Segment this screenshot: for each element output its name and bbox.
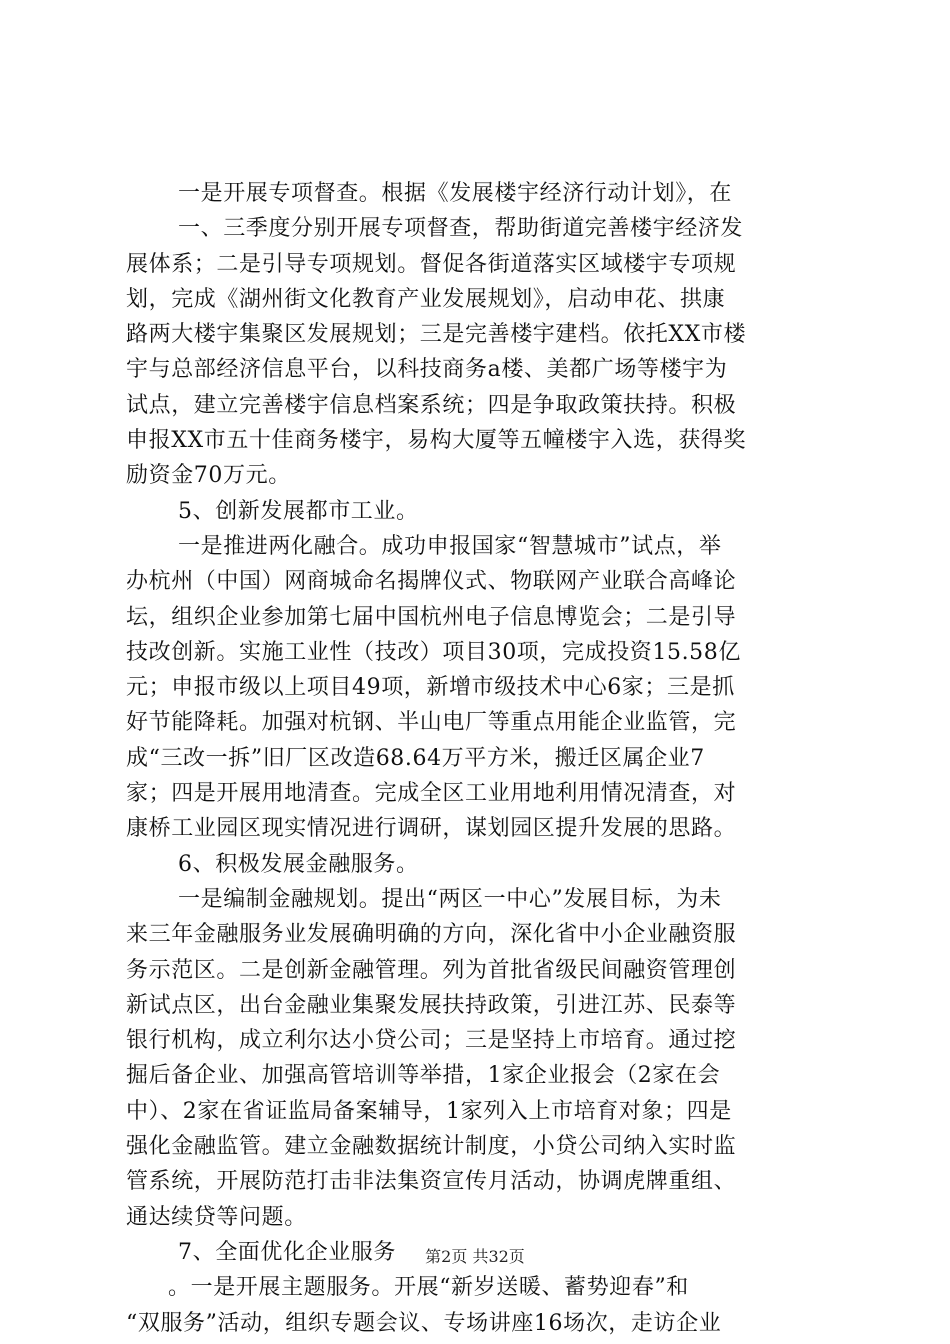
text-line: 试点，建立完善楼宇信息档案系统；四是争取政策扶持。积极 <box>126 392 737 418</box>
text-line: 励资金70万元。 <box>126 463 291 489</box>
page-number-footer: 第2页 共32页 <box>425 1247 525 1266</box>
text-line: 坛，组织企业参加第七届中国杭州电子信息博览会；二是引导 <box>126 604 737 630</box>
text-line: 一是推进两化融合。成功申报国家“智慧城市”试点，举 <box>178 533 722 559</box>
section-heading: 7、全面优化企业服务 <box>178 1239 396 1265</box>
text-line: 中）、2家在省证监局备案辅导，1家列入上市培育对象；四是 <box>126 1098 732 1124</box>
text-line: 务示范区。二是创新金融管理。列为首批省级民间融资管理创 <box>126 957 737 983</box>
text-line: 宇与总部经济信息平台，以科技商务a楼、美都广场等楼宇为 <box>126 357 728 383</box>
text-line: 新试点区，出台金融业集聚发展扶持政策，引进江苏、民泰等 <box>126 992 737 1018</box>
text-line: 通达续贷等问题。 <box>126 1204 307 1230</box>
text-line: 管系统，开展防范打击非法集资宣传月活动，协调虎牌重组、 <box>126 1169 737 1195</box>
text-line: 好节能降耗。加强对杭钢、半山电厂等重点用能企业监管，完 <box>126 710 737 736</box>
text-line: 银行机构，成立利尔达小贷公司；三是坚持上市培育。通过挖 <box>126 1028 737 1054</box>
text-line: 展体系；二是引导专项规划。督促各街道落实区域楼宇专项规 <box>126 251 737 277</box>
section-heading: 5、创新发展都市工业。 <box>178 498 419 524</box>
text-line: 家；四是开展用地清查。完成全区工业用地利用情况清查，对 <box>126 781 737 807</box>
text-line: “双服务”活动，组织专题会议、专场讲座16场次，走访企业 <box>126 1310 722 1336</box>
text-line: 来三年金融服务业发展确明确的方向，深化省中小企业融资服 <box>126 922 737 948</box>
text-line: 成“三改一拆”旧厂区改造68.64万平方米，搬迁区属企业7 <box>126 745 705 771</box>
text-line: 一是开展专项督查。根据《发展楼宇经济行动计划》，在 <box>178 181 733 206</box>
text-line: 掘后备企业、加强高管培训等举措，1家企业报会（2家在会 <box>126 1063 721 1089</box>
document-body <box>126 176 830 1341</box>
text-line: 元；申报市级以上项目49项，新增市级技术中心6家；三是抓 <box>126 675 735 701</box>
text-line: 划，完成《湖州街文化教育产业发展规划》，启动申花、拱康 <box>126 286 726 312</box>
text-line: 技改创新。实施工业性（技改）项目30项，完成投资15.58亿 <box>126 639 741 665</box>
text-line: 办杭州（中国）网商城命名揭牌仪式、物联网产业联合高峰论 <box>126 569 737 595</box>
text-line: 申报XX市五十佳商务楼宇，易构大厦等五幢楼宇入选，获得奖 <box>126 428 747 454</box>
text-line: 路两大楼宇集聚区发展规划；三是完善楼宇建档。依托XX市楼 <box>126 322 747 348</box>
text-line: 康桥工业园区现实情况进行调研，谋划园区提升发展的思路。 <box>126 816 737 842</box>
section-heading: 6、积极发展金融服务。 <box>178 851 419 877</box>
text-line: 。一是开展主题服务。开展“新岁送暖、蓄势迎春”和 <box>168 1275 689 1301</box>
text-line: 一是编制金融规划。提出“两区一中心”发展目标，为未 <box>178 886 722 912</box>
text-line: 一、三季度分别开展专项督查，帮助街道完善楼宇经济发 <box>178 216 744 242</box>
text-line: 强化金融监管。建立金融数据统计制度，小贷公司纳入实时监 <box>126 1134 737 1160</box>
